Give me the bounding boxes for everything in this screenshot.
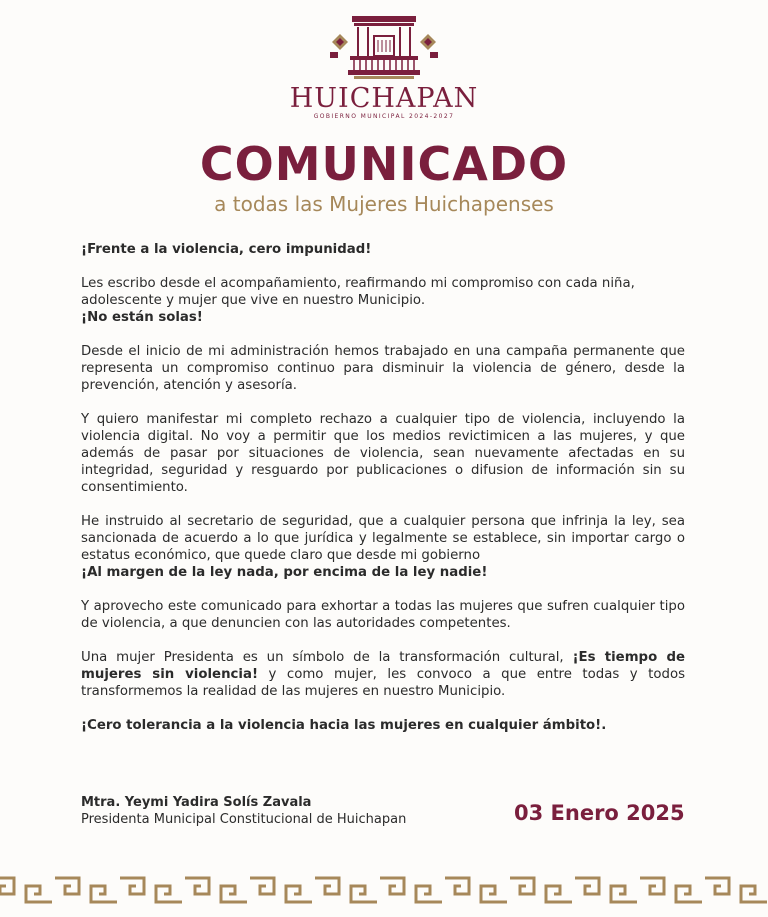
fret-motif: [0, 878, 52, 902]
fret-motif: [575, 878, 637, 902]
paragraph-7-text-b: y como mujer, les convoco a que entre todas y todos transformemos la realidad de las mujeres en nuestro Municipio.: [81, 667, 686, 699]
fret-motif: [510, 878, 572, 902]
paragraph-8: [81, 717, 685, 734]
paragraph-5-bold: ¡Al margen de la ley nada, por encima de la ley nadie!: [81, 565, 488, 580]
fret-motif: [445, 878, 507, 902]
paragraph-5: [81, 513, 685, 581]
fret-motif: [250, 878, 312, 902]
paragraph-2: [81, 275, 685, 326]
page-title: COMUNICADO: [199, 137, 569, 191]
fret-motif: [640, 878, 702, 902]
fret-motif: [315, 878, 377, 902]
paragraph-4: Y quiero manifestar mi completo rechazo a cualquier tipo de violencia, incluyendo la violencia digital. No voy a permitir que los medios revictimicen a las mujeres, y que además de pasar por situaciones de violencia, sean nuevamente afectadas en su integridad, seguridad y resguardo por publicaciones o difusion de información sin su consentimiento.: [81, 412, 685, 495]
letter-date: 03 Enero 2025: [514, 801, 685, 825]
closing-statement: ¡Cero tolerancia a la violencia hacia las mujeres en cualquier ámbito!.: [81, 718, 607, 733]
fret-motif: [55, 878, 117, 902]
signatory-role: Presidenta Municipal Constitucional de Huichapan: [81, 812, 407, 827]
headline: ¡Frente a la violencia, cero impunidad!: [81, 242, 372, 257]
paragraph-6: Y aprovecho este comunicado para exhortar a todas las mujeres que sufren cualquier tipo de violencia, a que denuncien con las autoridades competentes.: [81, 599, 685, 631]
fret-motif: [185, 878, 247, 902]
paragraph-3: Desde el inicio de mi administración hemos trabajado en una campaña permanente que representa un compromiso continuo para disminuir la violencia de género, desde la prevención, atención y asesoría.: [81, 344, 685, 393]
paragraph-1: [81, 241, 685, 258]
paragraph-5-text: He instruido al secretario de seguridad, que a cualquier persona que infrinja la ley, sea sancionada de acuerdo a lo que jurídica y legalmente se establece, sin importar cargo o estatus económico, que quede claro que desde mi gobierno: [81, 514, 685, 563]
paragraph-7-text-a: Una mujer Presidenta es un símbolo de la transformación cultural,: [81, 650, 573, 665]
letter-body: [81, 241, 685, 751]
paragraph-7: [81, 649, 685, 700]
fret-motif: [120, 878, 182, 902]
fret-motif: [380, 878, 442, 902]
paragraph-2-text: Les escribo desde el acompañamiento, reafirmando mi compromiso con cada niña, adolescente y mujer que vive en nuestro Municipio.: [81, 276, 635, 308]
greek-fret-border: [0, 870, 768, 910]
building-icon: [330, 12, 438, 84]
paragraph-2-bold: ¡No están solas!: [81, 310, 203, 325]
signatory-name: Mtra. Yeymi Yadira Solís Zavala: [81, 795, 312, 810]
brand-name: HUICHAPAN: [289, 83, 479, 114]
page-subtitle: a todas las Mujeres Huichapenses: [214, 192, 554, 216]
paragraph-7-bold: ¡Es tiempo de mujeres sin violencia!: [81, 650, 685, 682]
brand-subtitle: GOBIERNO MUNICIPAL 2024-2027: [313, 113, 455, 120]
fret-motif: [705, 878, 767, 902]
